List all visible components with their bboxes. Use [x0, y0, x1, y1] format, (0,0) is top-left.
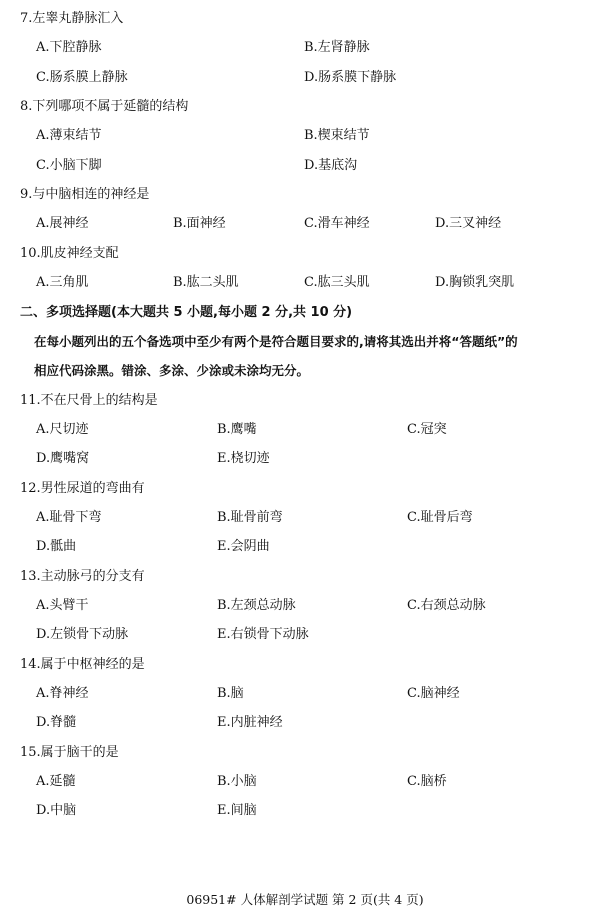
- question-10-stem: 10.肌皮神经支配: [20, 246, 119, 261]
- question-8-option-c: C.小脑下脚: [36, 158, 102, 173]
- question-15-options-row-1: [0, 772, 610, 792]
- question-8-stem: 8.下列哪项不属于延髓的结构: [20, 99, 189, 114]
- question-12-option-c: C.耻骨后弯: [407, 510, 473, 525]
- question-12-options-row-1: [0, 508, 610, 528]
- question-14-option-a: A.脊神经: [36, 686, 89, 701]
- question-15-options-row-2: [0, 801, 610, 821]
- question-12-option-e: E.会阴曲: [217, 539, 270, 554]
- question-14-stem: 14.属于中枢神经的是: [20, 657, 145, 672]
- question-15-option-a: A.延髓: [36, 774, 76, 789]
- question-13-options-row-1: [0, 596, 610, 616]
- question-15-option-b: B.小脑: [217, 774, 257, 789]
- question-11-option-b: B.鹰嘴: [217, 422, 257, 437]
- question-9-option-a: A.展神经: [36, 216, 89, 231]
- question-15-stem: 15.属于脑干的是: [20, 745, 119, 760]
- question-8-options-row-1: [0, 126, 610, 146]
- question-11-options-row-2: [0, 449, 610, 469]
- question-7-option-c: C.肠系膜上静脉: [36, 70, 128, 85]
- question-10-option-c: C.肱三头肌: [304, 275, 370, 290]
- question-7-options-row-1: [0, 38, 610, 58]
- question-13-options-row-2: [0, 625, 610, 645]
- question-13-option-c: C.右颈总动脉: [407, 598, 486, 613]
- question-8-option-b: B.楔束结节: [304, 128, 370, 143]
- question-10-option-d: D.胸锁乳突肌: [435, 275, 515, 290]
- question-13-option-a: A.头臂干: [36, 598, 89, 613]
- section-2-instruction-line-2: 相应代码涂黑。错涂、多涂、少涂或未涂均无分。: [34, 363, 310, 378]
- question-15-option-e: E.间脑: [217, 803, 257, 818]
- question-12-option-b: B.耻骨前弯: [217, 510, 283, 525]
- question-7-options-row-2: [0, 68, 610, 88]
- question-11-option-d: D.鹰嘴窝: [36, 451, 90, 466]
- question-14-options-row-2: [0, 713, 610, 733]
- question-15-option-c: C.脑桥: [407, 774, 447, 789]
- question-8-option-a: A.薄束结节: [36, 128, 102, 143]
- question-9-option-d: D.三叉神经: [435, 216, 502, 231]
- question-11-option-e: E.桡切迹: [217, 451, 270, 466]
- question-11-options-row-1: [0, 420, 610, 440]
- question-12-option-d: D.骶曲: [36, 539, 77, 554]
- question-10-option-b: B.肱二头肌: [173, 275, 239, 290]
- question-13-option-d: D.左锁骨下动脉: [36, 627, 129, 642]
- question-9-option-c: C.滑车神经: [304, 216, 370, 231]
- question-9-option-b: B.面神经: [173, 216, 226, 231]
- section-2-instruction-line-1: 在每小题列出的五个备选项中至少有两个是符合题目要求的,请将其选出并将“答题纸”的: [34, 334, 518, 349]
- question-13-option-e: E.右锁骨下动脉: [217, 627, 309, 642]
- question-10-option-a: A.三角肌: [36, 275, 89, 290]
- question-9-options-row: [0, 214, 610, 234]
- page-footer: 06951# 人体解剖学试题 第 2 页(共 4 页): [186, 892, 424, 907]
- question-7-option-b: B.左肾静脉: [304, 40, 370, 55]
- question-14-option-e: E.内脏神经: [217, 715, 283, 730]
- question-7-option-d: D.肠系膜下静脉: [304, 70, 397, 85]
- question-14-option-b: B.脑: [217, 686, 244, 701]
- question-12-options-row-2: [0, 537, 610, 557]
- question-7-option-a: A.下腔静脉: [36, 40, 102, 55]
- question-13-option-b: B.左颈总动脉: [217, 598, 296, 613]
- question-12-option-a: A.耻骨下弯: [36, 510, 102, 525]
- question-8-option-d: D.基底沟: [304, 158, 358, 173]
- question-14-options-row-1: [0, 684, 610, 704]
- question-14-option-d: D.脊髓: [36, 715, 77, 730]
- question-14-option-c: C.脑神经: [407, 686, 460, 701]
- question-11-stem: 11.不在尺骨上的结构是: [20, 393, 158, 408]
- question-9-stem: 9.与中脑相连的神经是: [20, 187, 150, 202]
- question-8-options-row-2: [0, 156, 610, 176]
- question-12-stem: 12.男性尿道的弯曲有: [20, 481, 145, 496]
- section-2-heading: 二、多项选择题(本大题共 5 小题,每小题 2 分,共 10 分): [20, 305, 353, 320]
- question-10-options-row: [0, 273, 610, 293]
- question-11-option-a: A.尺切迹: [36, 422, 89, 437]
- question-15-option-d: D.中脑: [36, 803, 77, 818]
- question-11-option-c: C.冠突: [407, 422, 447, 437]
- question-13-stem: 13.主动脉弓的分支有: [20, 569, 145, 584]
- question-7-stem: 7.左睾丸静脉汇入: [20, 11, 124, 26]
